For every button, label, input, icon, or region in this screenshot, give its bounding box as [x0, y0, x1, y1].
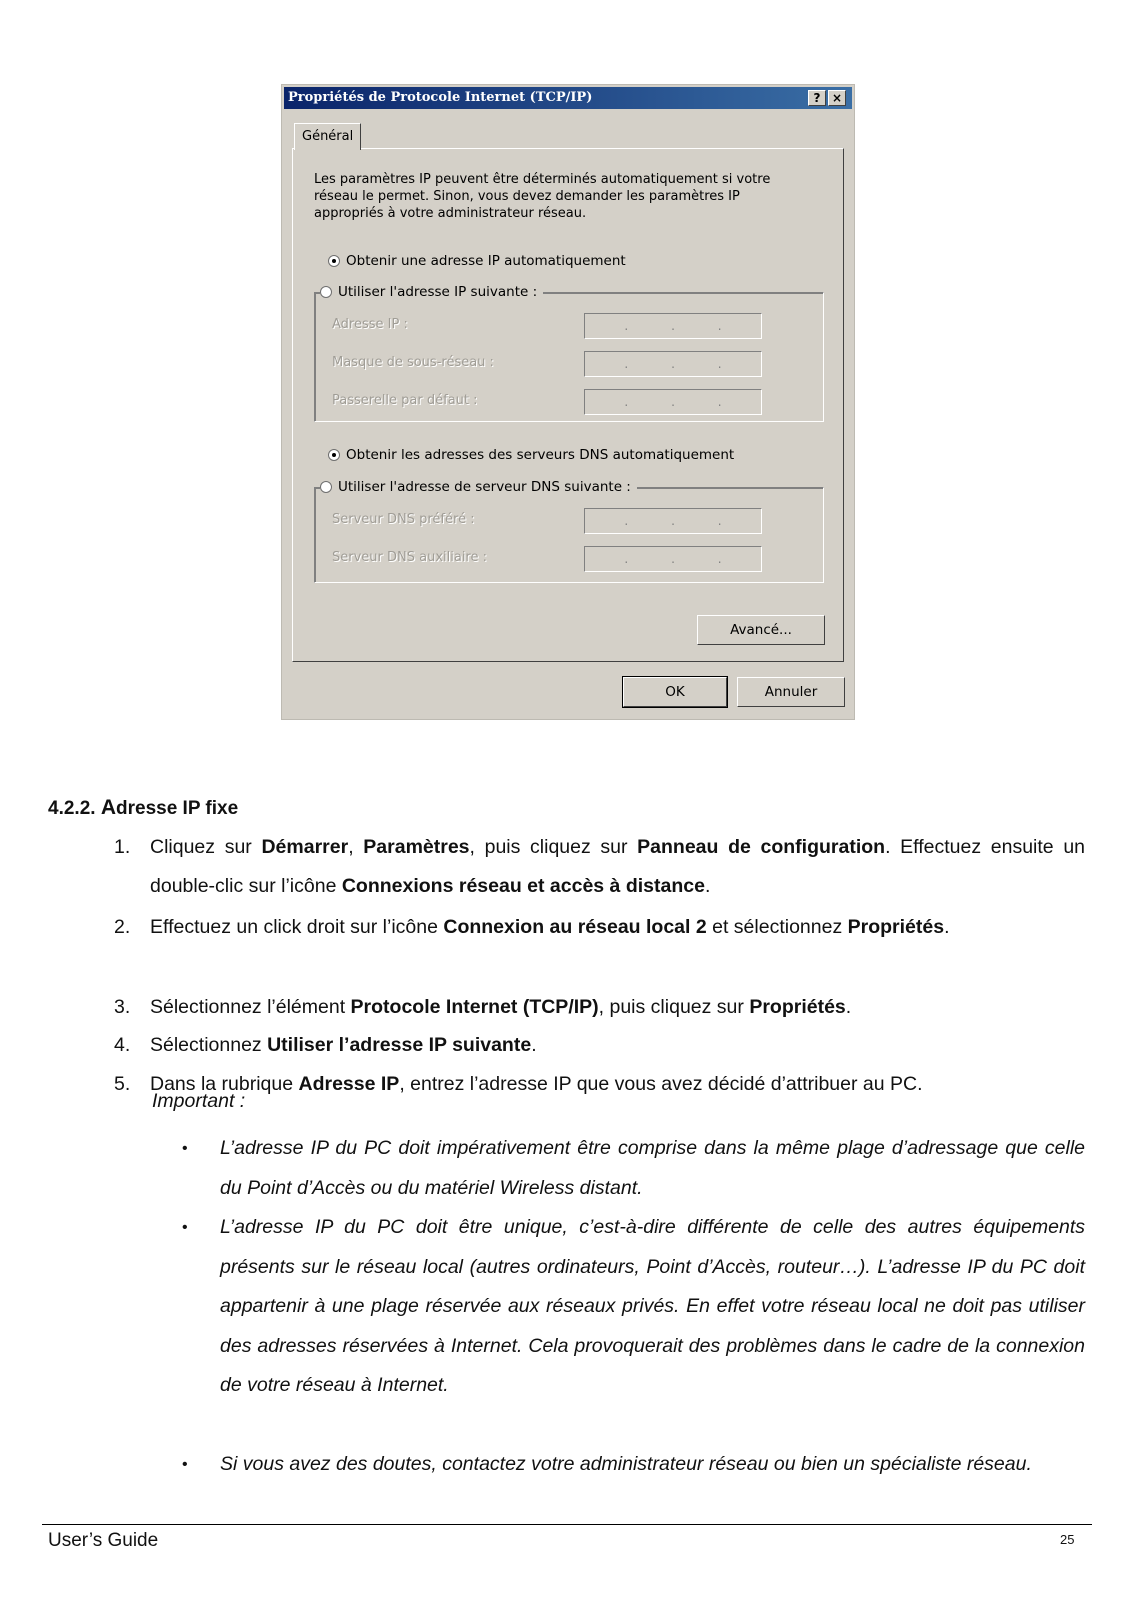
step-number: 4.	[114, 1034, 131, 1056]
section-number: 4.2.2.	[48, 798, 96, 819]
step-bold-text: Démarrer	[261, 836, 349, 858]
step-item	[114, 1026, 1085, 1065]
note-text: L’adresse IP du PC doit impérativement être comprise dans la même plage d’adressage que celle du Point d’Accès ou du matériel Wireless distant.	[220, 1137, 1085, 1199]
step-bold-text: Panneau de configuration	[637, 836, 886, 858]
dns-auto-label: Obtenir les adresses des serveurs DNS automatiquement	[346, 447, 735, 463]
step-text: .	[944, 916, 950, 938]
step-number: 2.	[114, 916, 131, 938]
dialog-intro-text: Les paramètres IP peuvent être déterminés automatiquement si votre réseau le permet. Sinon, vous devez demander les paramètres IP appropriés à votre administrateur réseau.	[314, 172, 771, 221]
step-bold-text: Paramètres	[363, 836, 470, 858]
advanced-button[interactable]: Avancé...	[697, 615, 825, 645]
section-title-rest: dresse IP fixe	[116, 798, 239, 819]
step-text: , puis cliquez sur	[598, 996, 750, 1018]
dialog-titlebar	[284, 87, 852, 109]
important-label: Important :	[152, 1090, 246, 1112]
dns-auto-option[interactable]	[328, 447, 740, 463]
ok-button[interactable]: OK	[623, 677, 727, 707]
subnet-mask-input[interactable]: . . .	[584, 351, 762, 377]
step-item	[114, 988, 1085, 1027]
ip-auto-radio[interactable]	[328, 255, 340, 267]
step-bold-text: Propriétés	[749, 996, 846, 1018]
ip-manual-radio[interactable]	[320, 286, 332, 298]
bullet-icon: •	[182, 1456, 188, 1473]
step-bold-text: Adresse IP	[298, 1073, 400, 1095]
close-button[interactable]: ×	[828, 90, 846, 106]
step-text: et sélectionnez	[706, 916, 848, 938]
step-bold-text: Propriétés	[847, 916, 945, 938]
footer-rule	[42, 1524, 1092, 1525]
dialog-title: Propriétés de Protocole Internet (TCP/IP)	[288, 90, 593, 105]
step-text: Sélectionnez	[150, 1034, 268, 1056]
step-number: 3.	[114, 996, 131, 1018]
subnet-mask-label: Masque de sous-réseau :	[332, 355, 494, 370]
step-bold-text: Connexions réseau et accès à distance	[341, 875, 705, 897]
footer-title: User’s Guide	[48, 1530, 159, 1551]
step-number: 5.	[114, 1073, 131, 1095]
step-number: 1.	[114, 836, 131, 858]
ip-manual-label: Utiliser l'adresse IP suivante :	[338, 284, 538, 300]
step-item	[114, 828, 1086, 906]
step-item	[114, 908, 1085, 947]
step-text: Sélectionnez l’élément	[150, 996, 351, 1018]
step-bold-text: Utiliser l’adresse IP suivante	[267, 1034, 532, 1056]
default-gateway-input[interactable]: . . .	[584, 389, 762, 415]
step-text: , entrez l’adresse IP que vous avez décidé d’attribuer au PC.	[399, 1073, 923, 1095]
preferred-dns-input[interactable]: . . .	[584, 508, 762, 534]
dns-manual-option[interactable]	[320, 479, 637, 495]
step-text: Cliquez sur	[150, 836, 262, 858]
note-item	[182, 1208, 1085, 1406]
ip-auto-label: Obtenir une adresse IP automatiquement	[346, 253, 626, 269]
page-number: 25	[1060, 1532, 1075, 1547]
step-text: .	[845, 996, 852, 1018]
note-text: Si vous avez des doutes, contactez votre administrateur réseau ou bien un spécialiste réseau.	[220, 1453, 1032, 1475]
dns-manual-label: Utiliser l'adresse de serveur DNS suivante :	[338, 479, 631, 495]
step-text: . Effectuez ensuite un double-clic sur l’icône	[150, 836, 1086, 897]
step-text: Dans la rubrique	[150, 1073, 299, 1095]
dns-auto-radio[interactable]	[328, 449, 340, 461]
section-heading	[48, 796, 238, 820]
note-item	[182, 1445, 1085, 1485]
alternate-dns-input[interactable]: . . .	[584, 546, 762, 572]
ip-address-input[interactable]: . . .	[584, 313, 762, 339]
section-title-initial: A	[100, 796, 116, 819]
note-text: L’adresse IP du PC doit être unique, c’est-à-dire différente de celle des autres équipements présents sur le réseau local (autres ordinateurs, Point d’Accès, routeur…). L’adresse IP du PC doit appartenir à une plage réservée aux réseaux privés. En effet votre réseau local ne doit pas utiliser des adresses réservées à Internet. Cela provoquerait des problèmes dans le cadre de la connexion de votre réseau à Internet.	[220, 1216, 1085, 1396]
dns-manual-radio[interactable]	[320, 481, 332, 493]
help-button[interactable]: ?	[808, 90, 826, 106]
ip-address-label: Adresse IP :	[332, 317, 408, 332]
tcpip-properties-dialog	[281, 84, 855, 720]
ip-auto-option[interactable]	[328, 253, 632, 269]
step-text: , puis cliquez sur	[469, 836, 638, 858]
step-text: .	[704, 875, 711, 897]
step-text: ,	[348, 836, 364, 858]
step-bold-text: Protocole Internet (TCP/IP)	[350, 996, 599, 1018]
step-bold-text: Connexion au réseau local 2	[443, 916, 707, 938]
cancel-button[interactable]: Annuler	[737, 677, 845, 707]
step-text: Effectuez un click droit sur l’icône	[150, 916, 444, 938]
bullet-icon: •	[182, 1219, 188, 1236]
preferred-dns-label: Serveur DNS préféré :	[332, 512, 475, 527]
step-item	[114, 1065, 1085, 1104]
default-gateway-label: Passerelle par défaut :	[332, 393, 478, 408]
alternate-dns-label: Serveur DNS auxiliaire :	[332, 550, 488, 565]
step-text: .	[531, 1034, 537, 1056]
ip-manual-option[interactable]	[320, 284, 543, 300]
note-item	[182, 1129, 1085, 1208]
tab-general[interactable]: Général	[294, 123, 361, 150]
bullet-icon: •	[182, 1140, 188, 1157]
